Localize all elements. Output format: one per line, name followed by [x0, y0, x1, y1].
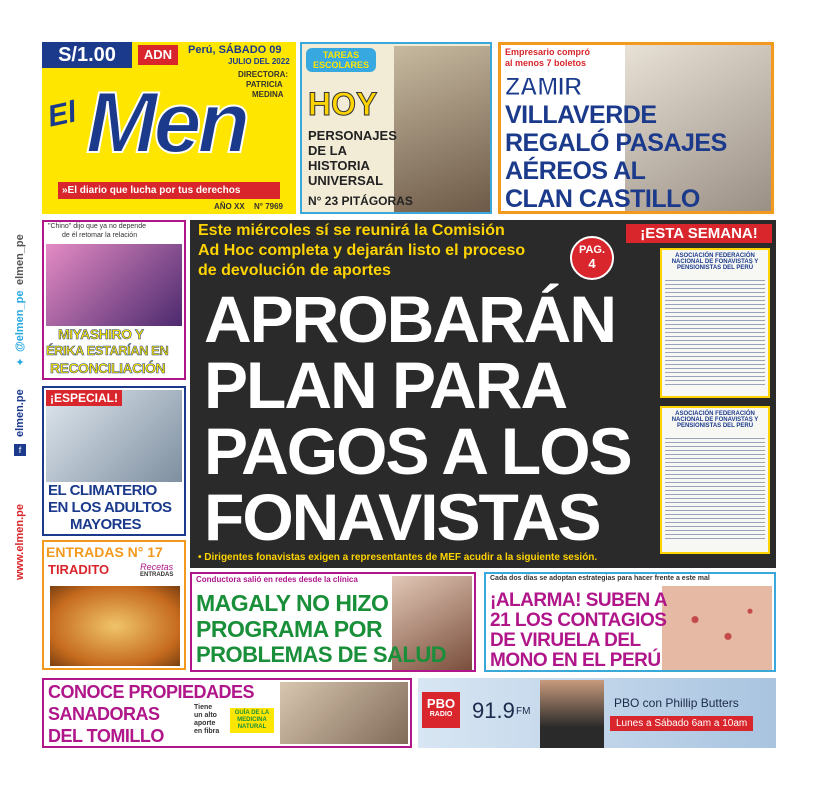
zamir-h5: CLAN CASTILLO [505, 185, 700, 213]
fonavi-doc-1 [660, 248, 770, 398]
miyashiro-photo [46, 244, 182, 326]
pag-number: 4 [588, 256, 596, 271]
viruela-h2: 21 LOS CONTAGIOS [490, 610, 667, 631]
main-headline-4: FONAVISTAS [204, 480, 600, 554]
pbo-logo-sub: RADIO [429, 711, 453, 718]
magaly-kicker: Conductora salió en redes desde la clínica [196, 575, 358, 584]
sidebar-twitter: @elmen_pe [14, 290, 26, 352]
guia-line2: MEDICINA [237, 717, 267, 723]
tomillo-photo [280, 682, 408, 744]
tiradito-photo [50, 586, 180, 666]
date-line2: JULIO DEL 2022 [228, 57, 290, 66]
magaly-h1: MAGALY NO HIZO [196, 590, 389, 616]
zamir-box [498, 42, 774, 214]
sidebar-web: www.elmen.pe [14, 503, 26, 580]
recetas-sub: ENTRADAS [140, 572, 174, 578]
main-sub3: de devolución de aportes [198, 262, 391, 279]
pbo-logo-text: PBO [426, 696, 456, 711]
logo-men: Men [86, 75, 246, 171]
pbo-logo [422, 692, 460, 728]
climaterio-h2: EN LOS ADULTOS [48, 499, 172, 516]
main-bullet: • Dirigentes fonavistas exigen a representantes de MEF acudir a la siguiente sesión. [198, 552, 598, 563]
history-box [300, 42, 492, 214]
miyashiro-h2: ÉRIKA ESTARÍAN EN [46, 343, 169, 358]
adn-badge: ADN [138, 45, 178, 65]
twitter-icon: ✦ [15, 357, 25, 369]
radio-schedule: Lunes a Sábado 6am a 10am [610, 716, 753, 731]
main-headline-1: APROBARÁN [204, 282, 615, 356]
guia-line1: GUÍA DE LA [234, 710, 270, 716]
especial-badge: ¡ESPECIAL! [46, 390, 122, 406]
tomillo-box [42, 678, 412, 748]
entradas-subtitle: TIRADITO [48, 562, 110, 577]
main-sub2: Ad Hoc completa y dejarán listo el proceso [198, 242, 526, 259]
director-name2: MEDINA [252, 90, 284, 99]
guia-badge [230, 708, 274, 733]
radio-fm: FM [516, 706, 531, 717]
zamir-h4: AÉREOS AL [505, 157, 646, 185]
tomillo-note3: aporte [194, 720, 216, 727]
pag-badge [570, 236, 614, 280]
miyashiro-h3: RECONCILIACIÓN [50, 360, 166, 376]
miyashiro-kicker1: "Chino" dijo que ya no depende [48, 223, 146, 230]
main-story [190, 220, 776, 568]
year: AÑO XX [214, 202, 245, 211]
esta-semana-badge: ¡ESTA SEMANA! [626, 224, 772, 243]
zamir-kicker2: al menos 7 boletos [505, 58, 587, 68]
viruela-photo [662, 586, 772, 670]
fonavi-doc-2-title: ASOCIACIÓN FEDERACIÓN NACIONAL DE FONAVISTAS Y PENSIONISTAS DEL PERÚ [671, 411, 759, 429]
fonavi-doc-1-text [665, 277, 765, 385]
tomillo-h2: SANADORAS [48, 704, 160, 724]
viruela-h3: DE VIRUELA DEL [490, 630, 641, 651]
radio-show-name: PBO con Phillip Butters [614, 696, 739, 710]
director-label: DIRECTORA: [238, 70, 289, 79]
fonavi-doc-2 [660, 406, 770, 554]
director-name1: PATRICIA [246, 80, 283, 89]
viruela-box [484, 572, 776, 672]
sidebar-instagram: elmen_pe [14, 234, 26, 285]
climaterio-h3: MAYORES [70, 516, 141, 533]
climaterio-box [42, 386, 186, 536]
sidebar-facebook: elmen.pe [14, 389, 26, 437]
hoy-label: HOY [308, 86, 378, 122]
recetas-badge [140, 562, 173, 578]
radio-banner [418, 678, 776, 748]
tomillo-note [194, 704, 219, 736]
main-sub1: Este miércoles sí se reunirá la Comisión [198, 222, 505, 239]
history-line2: DE LA [308, 143, 347, 158]
fonavi-doc-1-title: ASOCIACIÓN FEDERACIÓN NACIONAL DE FONAVISTAS Y PENSIONISTAS DEL PERÚ [671, 253, 759, 271]
history-portrait [394, 46, 490, 212]
miyashiro-kicker2: de él retomar la relación [62, 232, 138, 239]
tomillo-h3: DEL TOMILLO [48, 726, 164, 746]
tomillo-note2: un alto [194, 712, 217, 719]
tomillo-note4: en fibra [194, 728, 220, 735]
tareas-badge: TAREAS ESCOLARES [306, 48, 376, 72]
magaly-h3: PROBLEMAS DE SALUD [196, 642, 447, 667]
tomillo-h1: CONOCE PROPIEDADES [48, 682, 255, 702]
issue-number: N° 7969 [254, 202, 283, 211]
recetas-label: Recetas [140, 562, 174, 572]
main-headline-3: PAGOS A LOS [204, 414, 631, 488]
slogan-bar: »El diario que lucha por tus derechos [58, 182, 280, 199]
zamir-h1: ZAMIR [505, 73, 582, 101]
main-headline-2: PLAN PARA [204, 348, 567, 422]
entradas-title: ENTRADAS N° 17 [46, 544, 163, 560]
history-line4: UNIVERSAL [308, 173, 384, 188]
magaly-h2: PROGRAMA POR [196, 616, 383, 642]
logo-el: El [44, 95, 80, 134]
viruela-h1: ¡ALARMA! SUBEN A [490, 590, 668, 611]
zamir-h3: REGALÓ PASAJES [505, 129, 727, 157]
host-photo [540, 680, 604, 748]
miyashiro-h1: MIYASHIRO Y [58, 326, 144, 342]
facebook-icon: f [14, 444, 26, 456]
viruela-h4: MONO EN EL PERÚ [490, 650, 661, 671]
miyashiro-box [42, 220, 186, 380]
history-line3: HISTORIA [308, 158, 370, 173]
climaterio-h1: EL CLIMATERIO [48, 482, 157, 499]
magaly-box [190, 572, 476, 672]
viruela-kicker: Cada dos días se adoptan estrategias para hacer frente a este mal [490, 575, 710, 582]
pag-label: PAG. [578, 244, 606, 256]
date-line1: Perú, SÁBADO 09 [188, 44, 282, 56]
history-line1: PERSONAJES [308, 128, 397, 143]
masthead [42, 42, 296, 214]
guia-line3: NATURAL [237, 724, 267, 730]
history-number: N° 23 PITÁGORAS [308, 194, 413, 208]
zamir-h2: VILLAVERDE [505, 101, 657, 129]
fonavi-doc-2-text [665, 435, 765, 541]
tomillo-note1: Tiene [194, 704, 213, 711]
entradas-box [42, 540, 186, 670]
zamir-kicker1: Empresario compró [505, 47, 591, 57]
price-badge: S/1.00 [42, 42, 132, 68]
radio-frequency: 91.9 [472, 698, 515, 723]
